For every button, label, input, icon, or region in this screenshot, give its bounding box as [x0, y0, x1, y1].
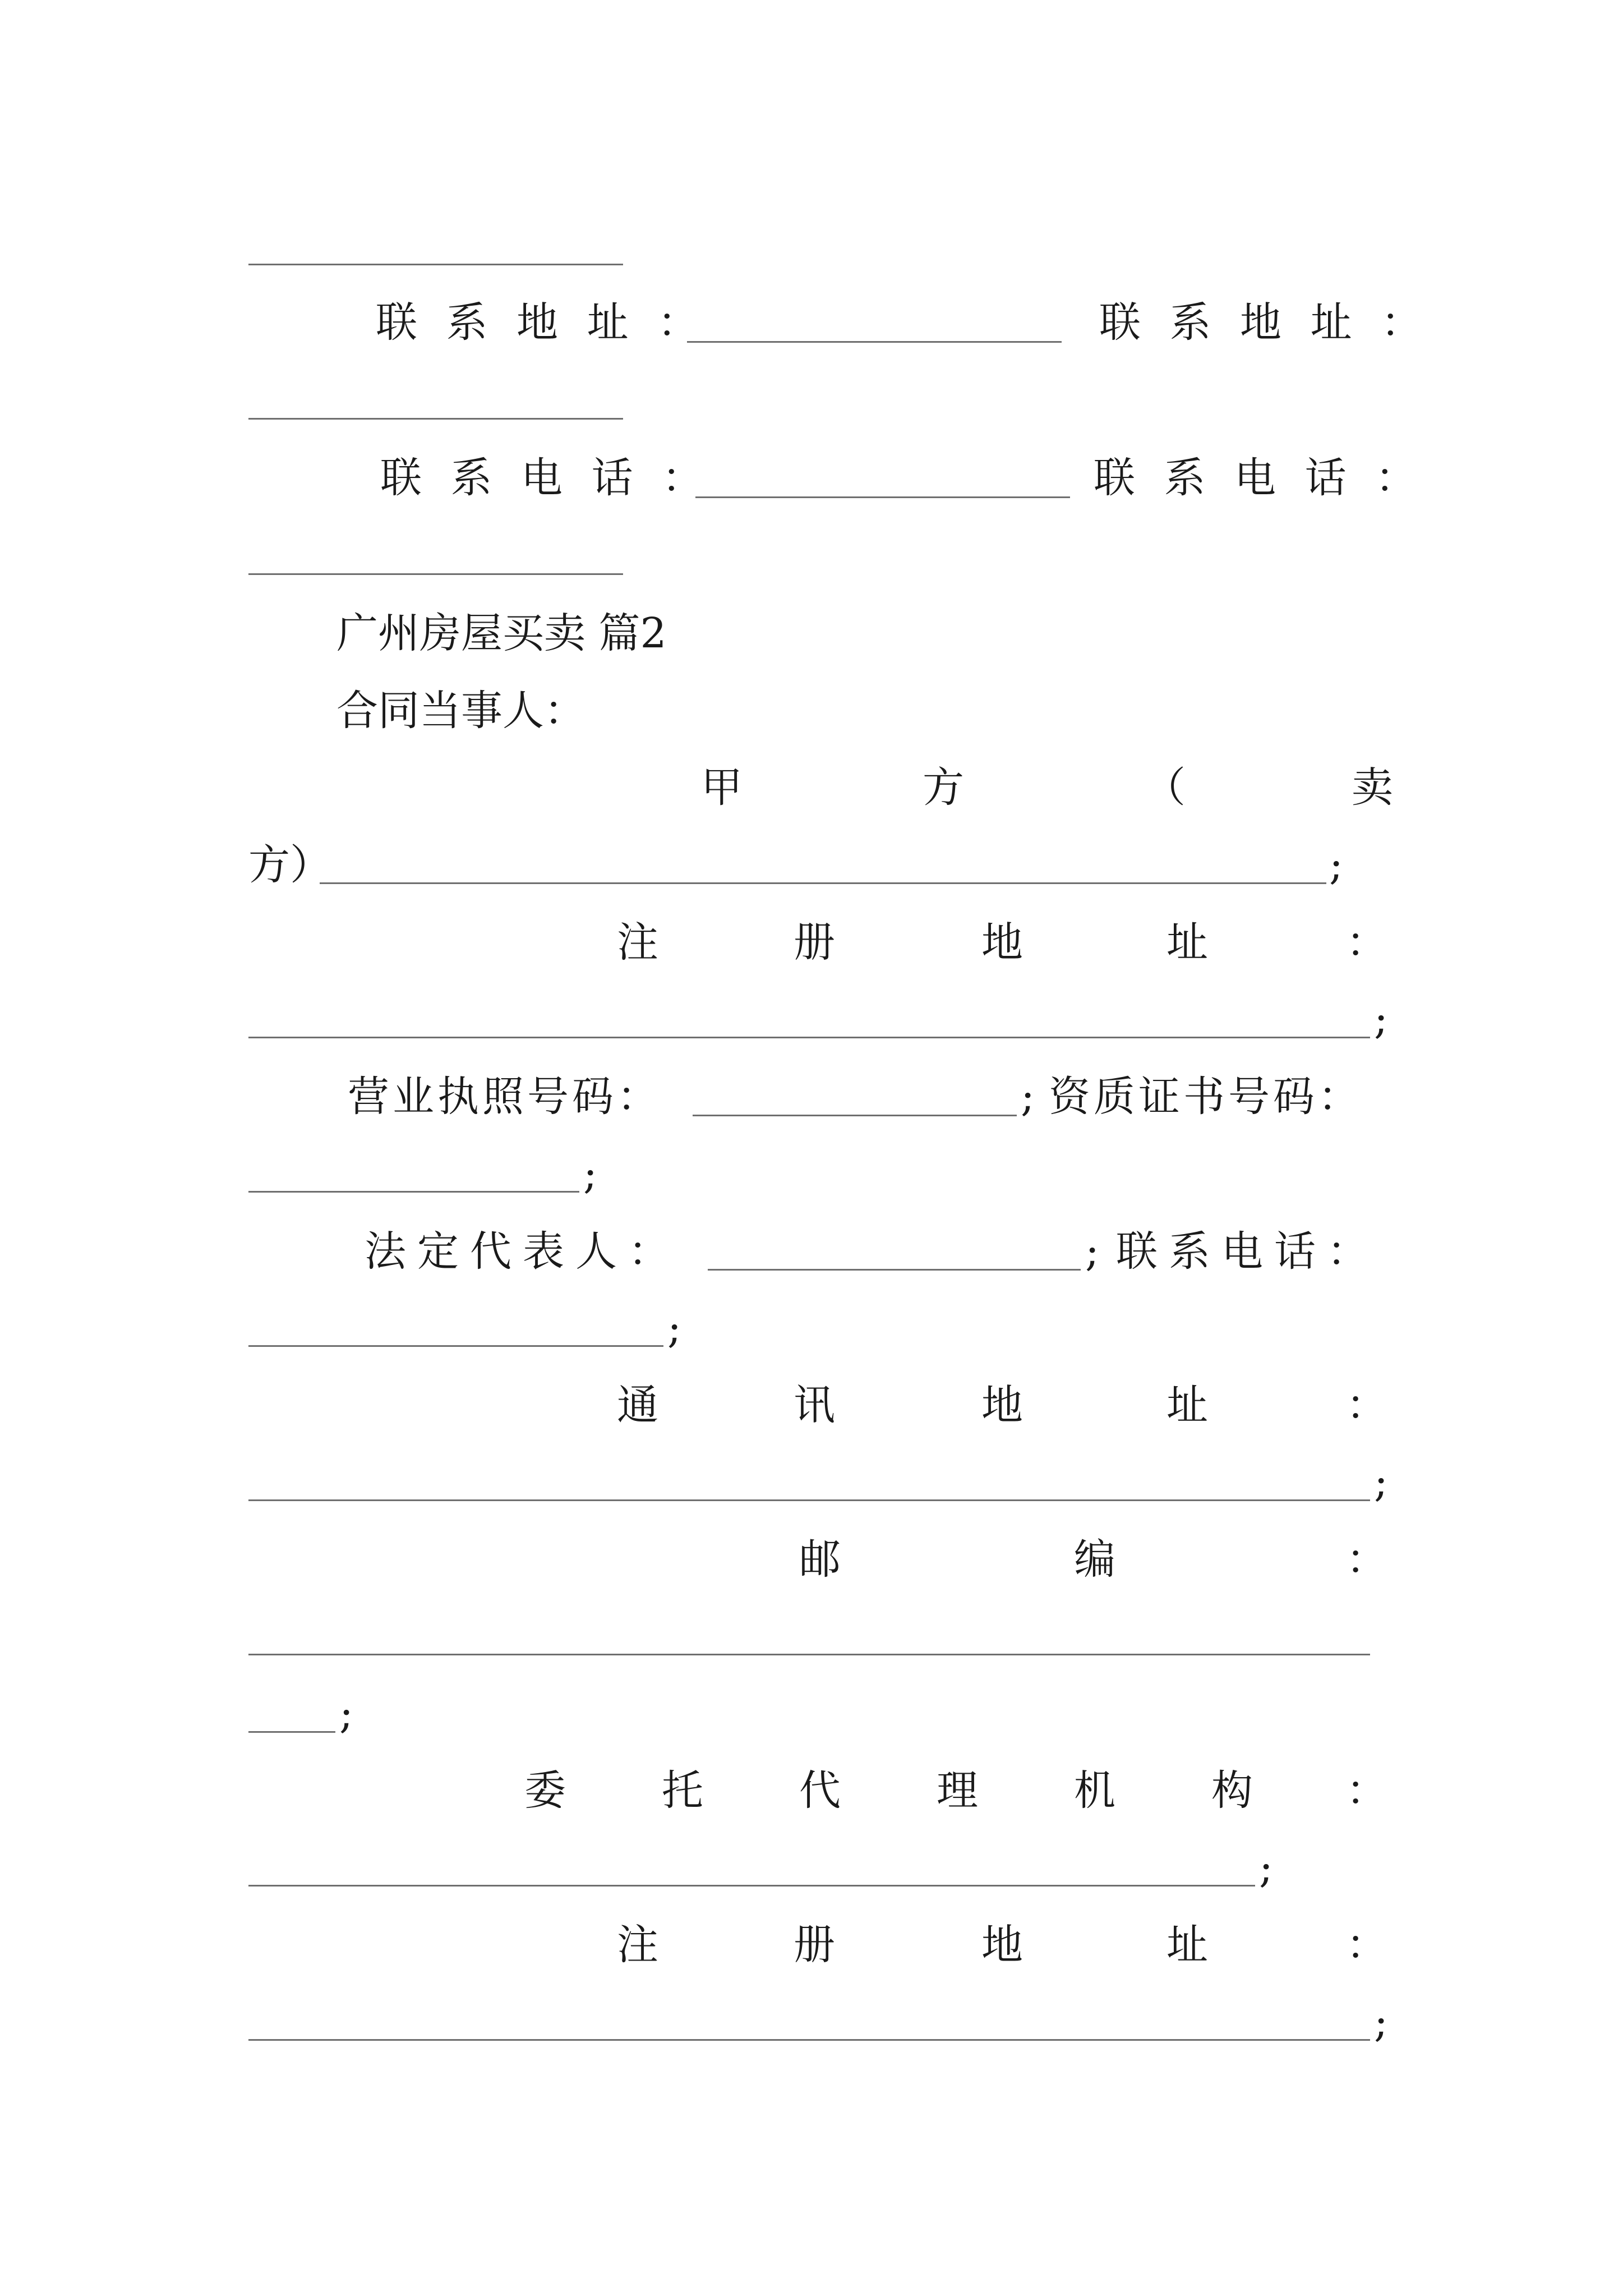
reg-address-char: 地: [981, 918, 1023, 967]
agency-label-char: 委: [524, 1766, 566, 1815]
license-field[interactable]: [693, 1115, 1017, 1116]
contact-phone-label: 联 系 电 话 ：: [380, 454, 712, 502]
agency-reg-address-char: 注: [617, 1921, 658, 1969]
semicolon: ;: [1259, 1844, 1273, 1892]
agency-reg-address-field[interactable]: [248, 2039, 1370, 2041]
party-a-field[interactable]: [320, 882, 1326, 884]
mail-address-char: 讯: [794, 1381, 835, 1429]
semicolon: ;: [1085, 1227, 1099, 1276]
agency-reg-address-char: 地: [981, 1921, 1023, 1969]
legal-rep-label: 法定代表人：: [365, 1227, 681, 1276]
semicolon: ;: [1329, 841, 1343, 889]
seller-phone-label: 联系电话：: [1116, 1227, 1380, 1276]
agency-label-char: 机: [1074, 1766, 1115, 1815]
contact-phone-label: 联 系 电 话 ：: [1094, 454, 1425, 502]
party-a-char: 卖: [1352, 763, 1393, 812]
mail-address-char: ：: [1346, 1381, 1387, 1429]
postcode-char: ：: [1346, 1535, 1387, 1584]
mail-address-char: 通: [617, 1381, 658, 1429]
section-heading: 广州房屋买卖 篇2: [336, 609, 667, 657]
cert-label: 资质证书号码：: [1049, 1073, 1363, 1121]
contact-phone-field[interactable]: [248, 573, 623, 575]
mail-address-field[interactable]: [248, 1499, 1370, 1501]
seller-phone-field[interactable]: [248, 1345, 663, 1347]
semicolon: ;: [1374, 995, 1388, 1043]
semicolon: ;: [583, 1150, 597, 1198]
reg-address-char: 址: [1166, 918, 1208, 967]
mail-address-char: 址: [1166, 1381, 1208, 1429]
semicolon: ;: [1374, 1458, 1388, 1506]
blank-field: [248, 264, 623, 265]
party-a-char: 方: [923, 763, 964, 812]
agency-label-char: 构: [1211, 1766, 1253, 1815]
party-a-char: 甲: [701, 763, 743, 812]
legal-rep-field[interactable]: [708, 1269, 1081, 1271]
reg-address-char: 注: [617, 918, 658, 967]
mail-address-char: 地: [981, 1381, 1023, 1429]
contact-address-field[interactable]: [248, 418, 623, 420]
semicolon: ;: [667, 1304, 681, 1352]
contact-address-label: 联 系 地 址 ：: [1099, 298, 1431, 347]
reg-address-field[interactable]: [248, 1037, 1370, 1038]
cert-field[interactable]: [248, 1191, 579, 1193]
contact-phone-field[interactable]: [695, 496, 1070, 498]
agency-reg-address-char: 址: [1166, 1921, 1208, 1969]
party-a-tail: 方）: [248, 841, 331, 889]
contact-address-label: 联 系 地 址 ：: [376, 298, 707, 347]
parties-label: 合同当事人：: [336, 687, 585, 735]
license-label: 营业执照号码：: [348, 1073, 662, 1121]
agency-label-char: 代: [799, 1766, 841, 1815]
reg-address-char: ：: [1346, 918, 1387, 967]
semicolon: ;: [1374, 1998, 1388, 2046]
postcode-char: 邮: [799, 1535, 841, 1584]
reg-address-char: 册: [794, 918, 835, 967]
agency-field[interactable]: [248, 1885, 1255, 1887]
postcode-char: 编: [1074, 1535, 1115, 1584]
agency-label-char: 托: [662, 1766, 703, 1815]
agency-label-char: 理: [937, 1766, 978, 1815]
postcode-field[interactable]: [248, 1731, 335, 1733]
party-a-char: （: [1144, 763, 1186, 812]
semicolon: ;: [1021, 1073, 1035, 1121]
agency-label-char: ：: [1346, 1766, 1387, 1815]
postcode-field[interactable]: [248, 1654, 1370, 1655]
semicolon: ;: [339, 1690, 353, 1738]
contact-address-field[interactable]: [687, 341, 1062, 343]
agency-reg-address-char: ：: [1346, 1921, 1387, 1969]
agency-reg-address-char: 册: [794, 1921, 835, 1969]
